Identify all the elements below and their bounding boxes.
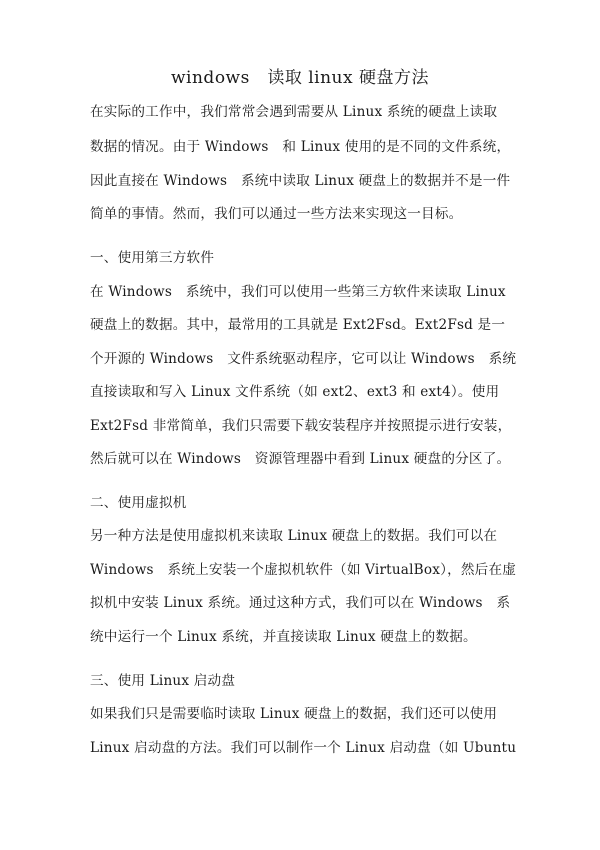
body-line: Linux 启动盘的方法。我们可以制作一个 Linux 启动盘（如 Ubuntu — [90, 740, 517, 756]
body-line: 统中运行一个 Linux 系统，并直接读取 Linux 硬盘上的数据。 — [90, 629, 477, 645]
body-line: 另一种方法是使用虚拟机来读取 Linux 硬盘上的数据。我们可以在 — [90, 528, 498, 544]
body-line: 硬盘上的数据。其中，最常用的工具就是 Ext2Fsd。Ext2Fsd 是一 — [90, 317, 506, 333]
body-line: 直接读取和写入 Linux 文件系统（如 ext2、ext3 和 ext4）。使用 — [90, 384, 500, 400]
document-title: windows 读取 linux 硬盘方法 — [171, 68, 429, 88]
section-heading-1: 一、使用第三方软件 — [90, 250, 215, 266]
body-line: 然后就可以在 Windows 资源管理器中看到 Linux 硬盘的分区了。 — [90, 451, 511, 467]
body-line: 如果我们只是需要临时读取 Linux 硬盘上的数据，我们还可以使用 — [90, 706, 498, 722]
body-line: 因此直接在 Windows 系统中读取 Linux 硬盘上的数据并不是一件 — [90, 173, 511, 189]
body-line: Windows 系统上安装一个虚拟机软件（如 VirtualBox），然后在虚 — [90, 562, 517, 578]
body-line: 简单的事情。然而，我们可以通过一些方法来实现这一目标。 — [90, 206, 463, 222]
body-line: 数据的情况。由于 Windows 和 Linux 使用的是不同的文件系统， — [90, 139, 511, 155]
section-heading-3: 三、使用 Linux 启动盘 — [90, 673, 236, 689]
body-line: 在实际的工作中，我们常常会遇到需要从 Linux 系统的硬盘上读取 — [90, 104, 498, 120]
body-line: 在 Windows 系统中，我们可以使用一些第三方软件来读取 Linux — [90, 284, 506, 300]
body-line: Ext2Fsd 非常简单，我们只需要下载安装程序并按照提示进行安装， — [90, 418, 512, 434]
body-line: 个开源的 Windows 文件系统驱动程序，它可以让 Windows 系统 — [90, 351, 517, 367]
body-line: 拟机中安装 Linux 系统。通过这种方式，我们可以在 Windows 系 — [90, 595, 511, 611]
section-heading-2: 二、使用虚拟机 — [90, 495, 187, 511]
